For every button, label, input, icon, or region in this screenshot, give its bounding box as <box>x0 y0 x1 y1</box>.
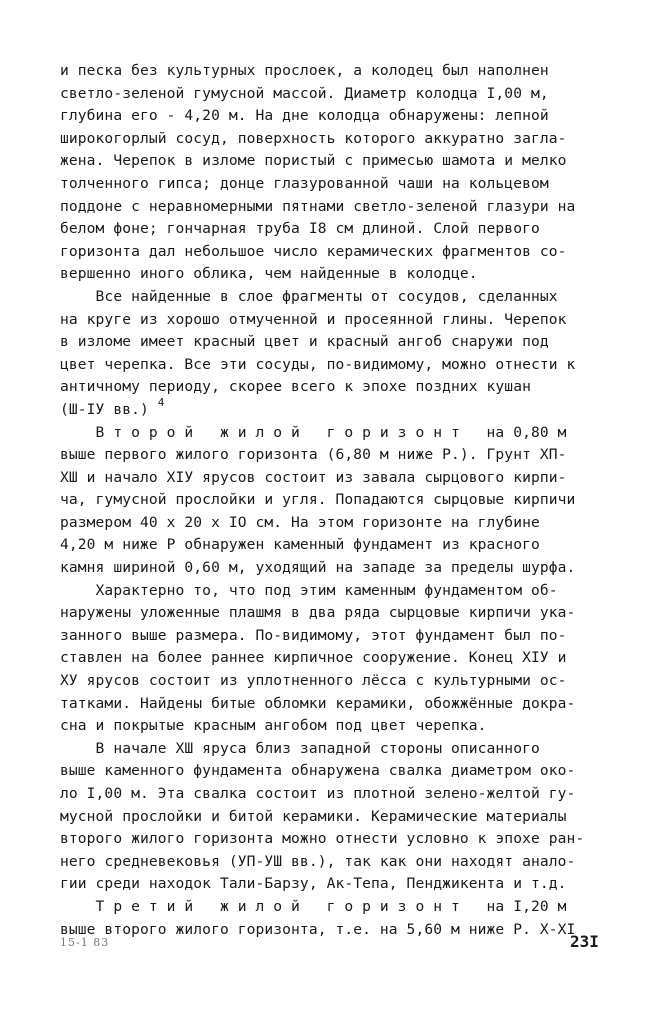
text-line-content: ХУ ярусов состоит из уплотненного лёсса с культурными ос- <box>60 672 567 690</box>
text-line-content: 4,20 м ниже Р обнаружен каменный фундамент из красного <box>60 536 540 554</box>
text-line-content: и песка без культурных прослоек, а колодец был наполнен <box>60 62 549 79</box>
text-line <box>60 557 620 580</box>
text-line-content: выше второго жилого горизонта, т.е. на 5,60 м ниже Р. X-XI <box>60 920 576 938</box>
text-line-content: ставлен на более раннее кирпичное сооружение. Конец XIУ и <box>60 649 567 667</box>
footnote-reference: 4 <box>157 395 165 409</box>
text-line-content: сна и покрытые красным ангобом под цвет черепка. <box>60 717 487 735</box>
text-line-content: Характерно то, что под этим каменным фундаментом об- <box>60 581 558 599</box>
text-line <box>60 602 620 625</box>
text-line-content: Все найденные в слое фрагменты от сосудов, сделанных <box>60 287 558 305</box>
text-line-content: ХШ и начало XIУ ярусов состоит из завала сырцового кирпи- <box>60 468 567 486</box>
text-line-content: светло-зеленой гумусной массой. Диаметр колодца I,00 м, <box>60 84 549 102</box>
text-line-content: толченного гипса; донце глазурованной чаши на кольцевом <box>60 174 549 192</box>
text-line <box>60 919 620 942</box>
text-line <box>60 218 620 241</box>
text-line-content: жена. Черепок в изломе пористый с примесью шамота и мелко <box>60 152 567 170</box>
body-text <box>60 60 620 941</box>
text-line <box>60 647 620 670</box>
print-code: 15-1 83 <box>60 936 110 949</box>
text-line-content: горизонта дал небольшое число керамических фрагментов со- <box>60 242 567 260</box>
text-line <box>60 60 620 83</box>
text-line <box>60 625 620 648</box>
text-line <box>60 105 620 128</box>
text-line <box>60 738 620 761</box>
text-line <box>60 395 620 422</box>
text-line <box>60 309 620 332</box>
text-line-content: ча, гумусной прослойки и угля. Попадаются сырцовые кирпичи <box>60 491 576 509</box>
page-number: 23I <box>570 932 599 951</box>
text-line <box>60 873 620 896</box>
text-line <box>60 896 620 919</box>
text-line-content: глубина его - 4,20 м. На дне колодца обнаружены: лепной <box>60 107 549 125</box>
text-line-content: В начале ХШ яруса близ западной стороны описанного <box>60 739 540 757</box>
text-line-content: татками. Найдены битые обломки керамики, обожжённые докра- <box>60 694 576 712</box>
text-line <box>60 534 620 557</box>
text-line <box>60 173 620 196</box>
text-line <box>60 806 620 829</box>
text-line-content: В т о р о й ж и л о й г о р и з о н т на 0,80 м <box>60 423 567 441</box>
text-line-content: в изломе имеет красный цвет и красный ангоб снаружи под <box>60 333 549 351</box>
text-line <box>60 851 620 874</box>
text-line-content: (Ш-IУ вв.) <box>60 400 149 418</box>
text-line-content: цвет черепка. Все эти сосуды, по-видимому, можно отнести к <box>60 355 576 373</box>
text-line <box>60 286 620 309</box>
text-line-content: выше первого жилого горизонта (6,80 м ниже Р.). Грунт ХП- <box>60 446 567 464</box>
text-line <box>60 263 620 286</box>
text-line-content: гии среди находок Тали-Барзу, Ак-Тепа, Пенджикента и т.д. <box>60 875 567 893</box>
text-line-content: занного выше размера. По-видимому, этот фундамент был по- <box>60 626 567 644</box>
text-line <box>60 196 620 219</box>
text-line <box>60 715 620 738</box>
text-line-content: наружены уложенные плашмя в два ряда сырцовые кирпичи ука- <box>60 604 576 622</box>
text-line <box>60 512 620 535</box>
text-line <box>60 354 620 377</box>
text-line <box>60 331 620 354</box>
text-line-content: ло I,00 м. Эта свалка состоит из плотной зелено-желтой гу- <box>60 785 576 802</box>
text-line <box>60 150 620 173</box>
text-line-content: античному периоду, скорее всего к эпохе поздних кушан <box>60 378 531 396</box>
text-line-content: на круге из хорошо отмученной и просеянной глины. Черепок <box>60 310 567 328</box>
text-line <box>60 444 620 467</box>
text-line <box>60 783 620 806</box>
text-line-content: размером 40 х 20 х IO см. На этом горизонте на глубине <box>60 513 540 531</box>
text-line <box>60 760 620 783</box>
text-line <box>60 376 620 399</box>
text-line <box>60 128 620 151</box>
text-line <box>60 83 620 106</box>
text-line <box>60 580 620 603</box>
text-line-content: выше каменного фундамента обнаружена свалка диаметром око- <box>60 762 576 780</box>
text-line-content: него средневековья (УП-УШ вв.), так как они находят анало- <box>60 852 576 870</box>
text-line-content: мусной прослойки и битой керамики. Керамические материалы <box>60 807 567 825</box>
text-line <box>60 241 620 264</box>
text-line <box>60 828 620 851</box>
text-line-content: белом фоне; гончарная труба I8 см длиной. Слой первого <box>60 220 540 238</box>
text-line-content: Т р е т и й ж и л о й г о р и з о н т на I,20 м <box>60 897 567 915</box>
text-line <box>60 489 620 512</box>
text-line-content: камня шириной 0,60 м, уходящий на западе за пределы шурфа. <box>60 559 576 577</box>
text-line-content: поддоне с неравномерными пятнами светло-зеленой глазури на <box>60 197 576 215</box>
text-line <box>60 467 620 490</box>
text-line <box>60 670 620 693</box>
text-line <box>60 693 620 716</box>
text-line <box>60 422 620 445</box>
text-line-content: широкогорлый сосуд, поверхность которого аккуратно загла- <box>60 129 567 147</box>
text-line-content: второго жилого горизонта можно отнести условно к эпохе ран- <box>60 830 585 848</box>
text-line-content: вершенно иного облика, чем найденные в колодце. <box>60 265 478 283</box>
